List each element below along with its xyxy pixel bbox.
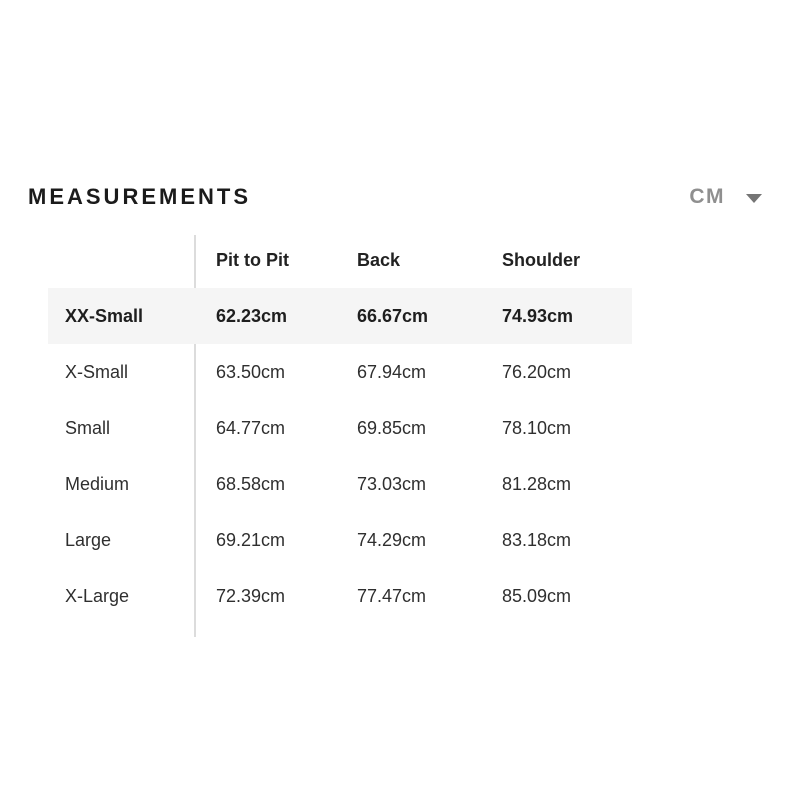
measurement-value: 76.20cm [502,361,572,382]
size-label: X-Large [65,585,130,606]
measurements-header [28,184,762,210]
unit-selector-value: CM [689,185,725,208]
size-label: Medium [65,473,130,494]
table-row [48,288,632,344]
measurement-value: 62.23cm [216,305,288,326]
column-header-shoulder: Shoulder [502,249,581,270]
measurement-value: 67.94cm [357,361,427,382]
table-row [48,400,632,456]
measurement-value: 83.18cm [502,529,572,550]
measurement-value: 74.29cm [357,529,427,550]
table-row [48,568,632,624]
page-title: MEASUREMENTS [28,184,252,209]
measurement-value: 74.93cm [502,305,574,326]
size-label: Small [65,417,111,438]
measurement-value: 85.09cm [502,585,572,606]
measurement-value: 81.28cm [502,473,572,494]
size-label: Large [65,529,112,550]
table-row [48,344,632,400]
measurement-value: 68.58cm [216,473,286,494]
measurements-table [48,232,632,624]
measurement-value: 69.21cm [216,529,286,550]
measurement-value: 78.10cm [502,417,572,438]
column-header-pit-to-pit: Pit to Pit [216,249,289,270]
table-header-row [48,232,632,288]
measurement-value: 73.03cm [357,473,427,494]
measurement-value: 72.39cm [216,585,286,606]
measurements-table-body [48,288,632,624]
measurement-value: 69.85cm [357,417,427,438]
caret-down-icon [746,194,762,203]
table-row [48,456,632,512]
size-label: XX-Small [65,305,144,326]
column-header-back: Back [357,249,401,270]
measurement-value: 64.77cm [216,417,286,438]
measurement-value: 77.47cm [357,585,427,606]
measurement-value: 66.67cm [357,305,429,326]
unit-selector-dropdown[interactable] [689,185,762,209]
table-row [48,512,632,568]
measurement-value: 63.50cm [216,361,286,382]
size-label: X-Small [65,361,129,382]
